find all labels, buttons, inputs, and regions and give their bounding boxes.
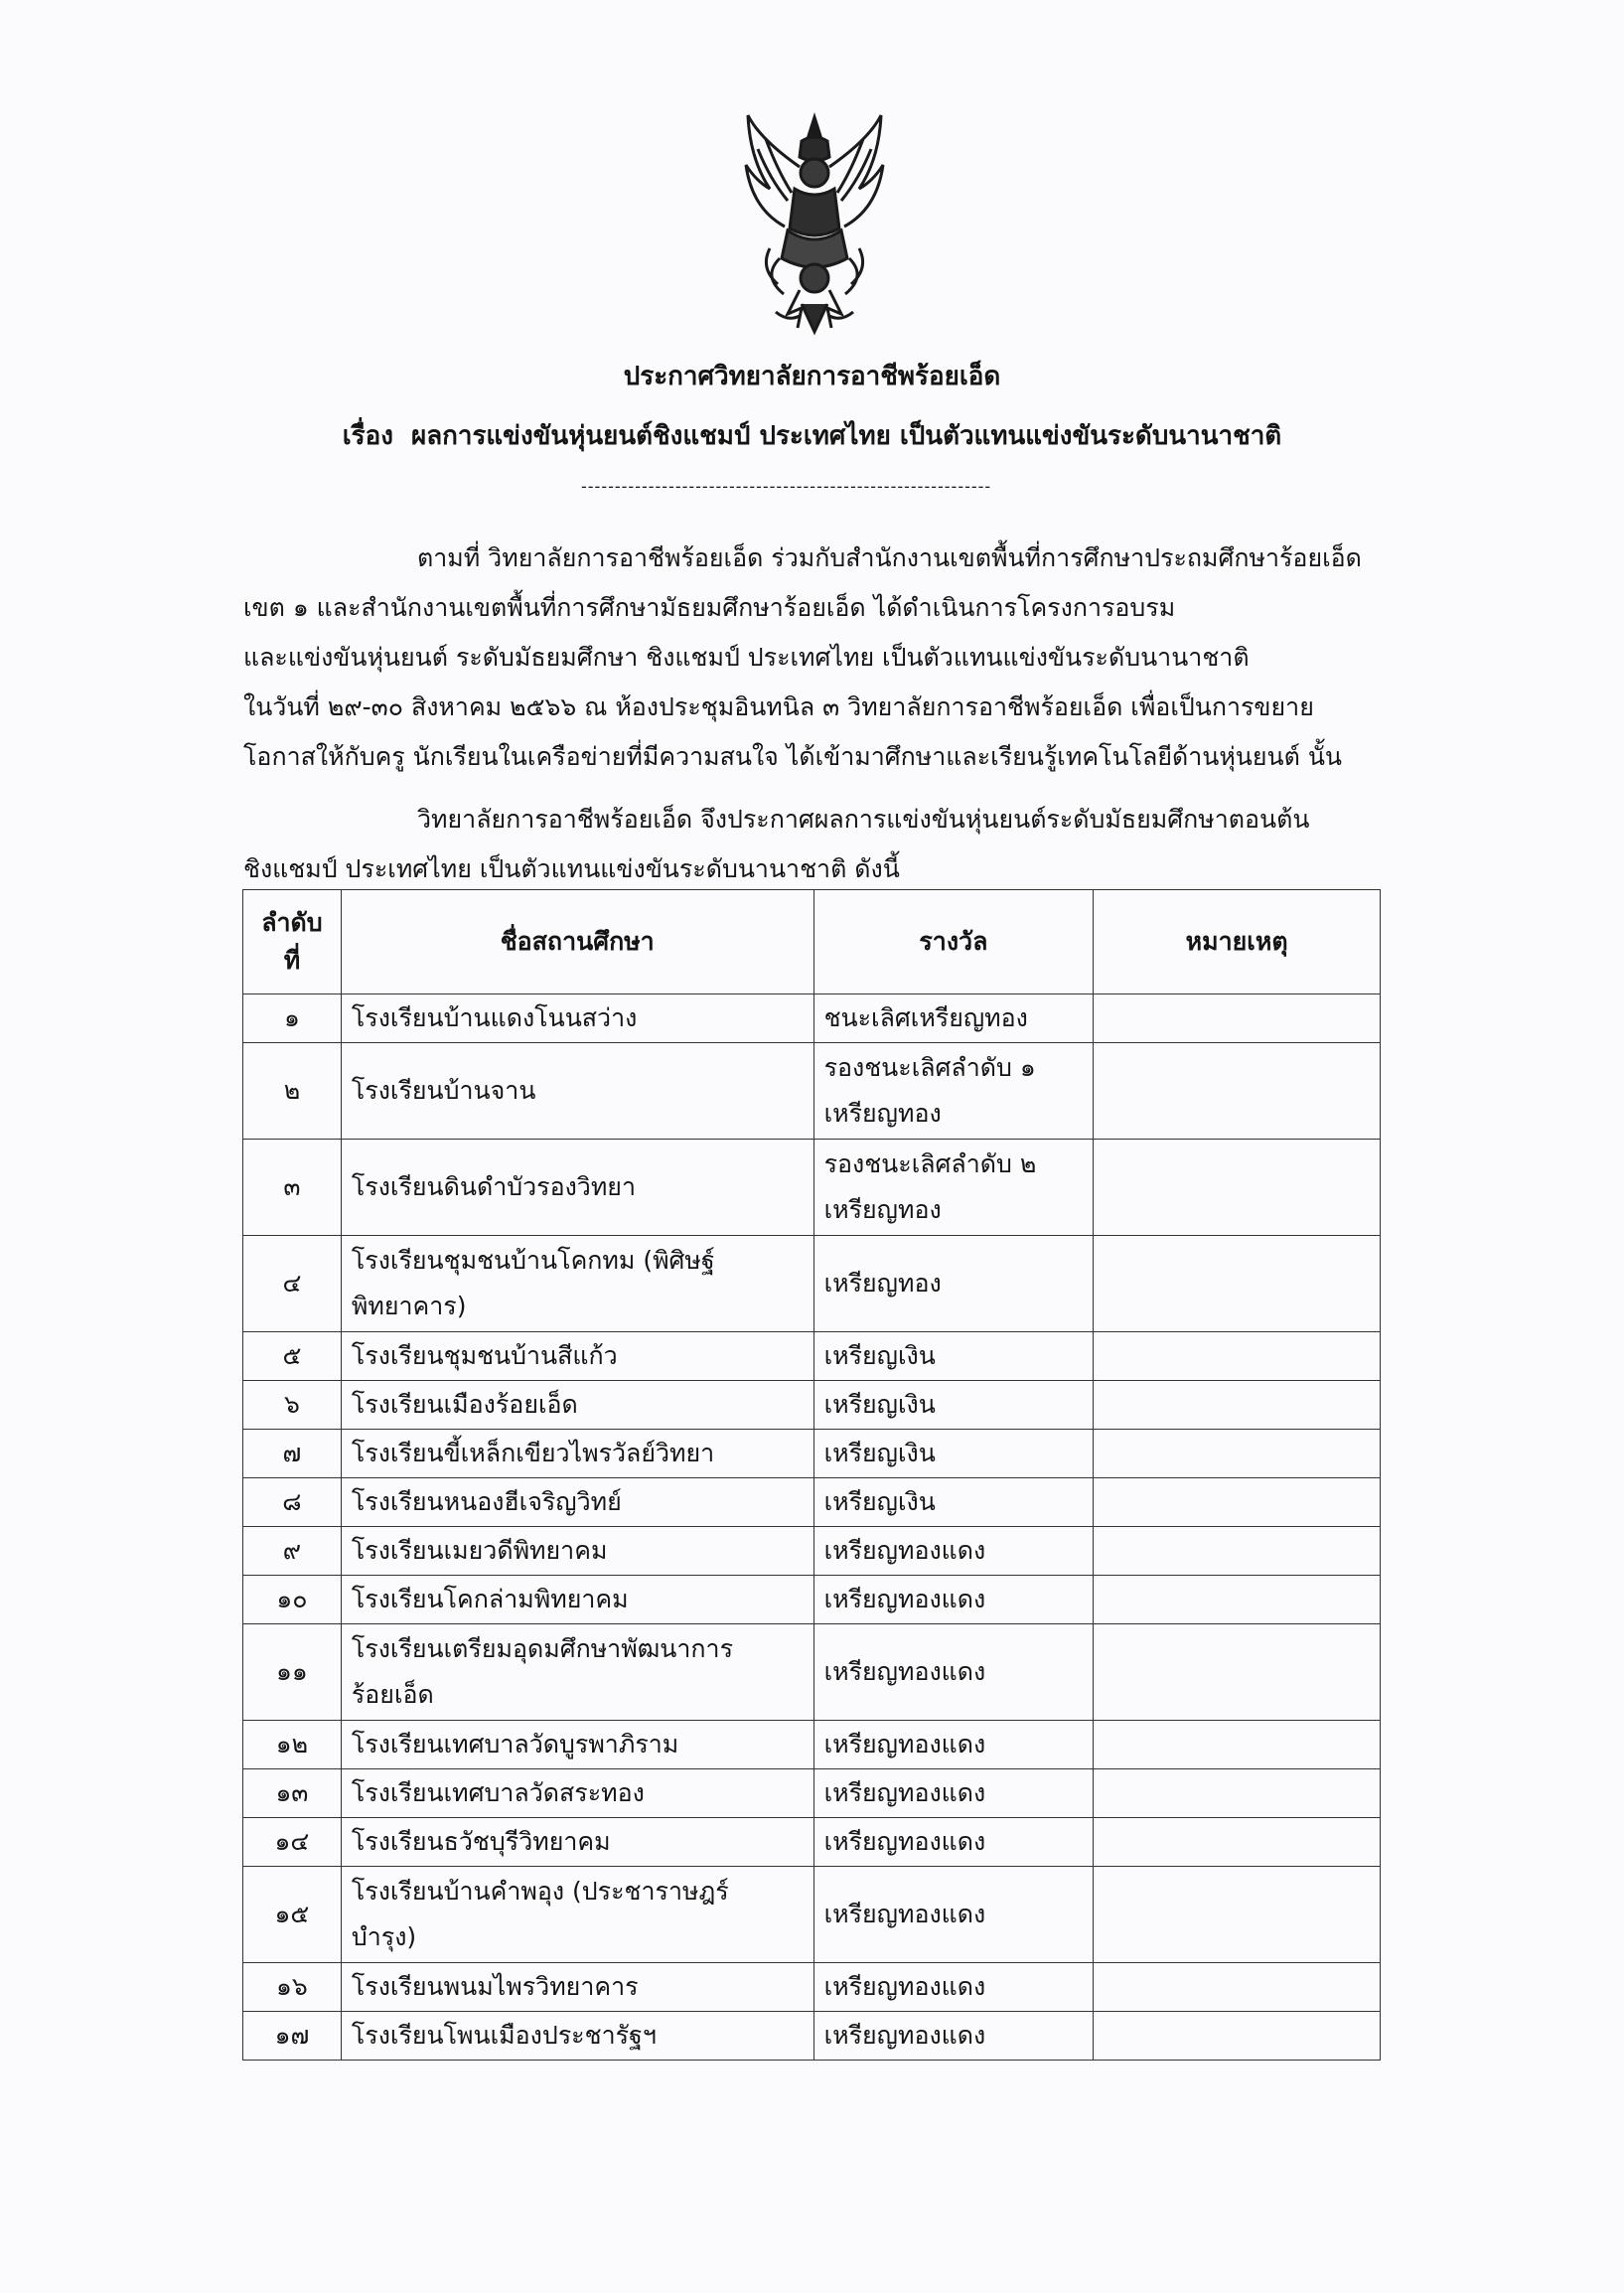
school-name: โรงเรียนโคกล่ามพิทยาคม [341, 1576, 813, 1624]
remark [1094, 1576, 1381, 1624]
paragraph-1 [243, 534, 1470, 782]
award: เหรียญทองแดง [813, 2012, 1094, 2061]
table-row [243, 1140, 1381, 1236]
header-school-name: ชื่อสถานศึกษา [341, 890, 813, 994]
award: เหรียญทอง [813, 1236, 1094, 1332]
remark [1094, 1043, 1381, 1140]
table-row [243, 1381, 1381, 1430]
table-row [243, 1963, 1381, 2012]
remark [1094, 1236, 1381, 1332]
row-number: ๖ [243, 1381, 342, 1430]
table-row [243, 1576, 1381, 1624]
row-number: ๑๒ [243, 1721, 342, 1769]
row-number: ๑๕ [243, 1867, 342, 1963]
row-number: ๑๑ [243, 1624, 342, 1721]
paragraph-1-line: ตามที่ วิทยาลัยการอาชีพร้อยเอ็ด ร่วมกับสำนักงานเขตพื้นที่การศึกษาประถมศึกษาร้อยเอ็ด [417, 543, 1362, 572]
remark [1094, 1963, 1381, 2012]
remark [1094, 2012, 1381, 2061]
school-name: โรงเรียนธวัชบุรีวิทยาคม [341, 1818, 813, 1867]
table-row [243, 1867, 1381, 1963]
announcement-subject [0, 415, 1624, 456]
table-row [243, 1332, 1381, 1381]
paragraph-1-line: โอกาสให้กับครู นักเรียนในเครือข่ายที่มีความสนใจ ได้เข้ามาศึกษาและเรียนรู้เทคโนโลยีด้านหุ่นยนต์ นั้น [243, 742, 1342, 771]
row-number: ๘ [243, 1478, 342, 1527]
award: รองชนะเลิศลำดับ ๑ เหรียญทอง [813, 1043, 1094, 1140]
award: เหรียญทองแดง [813, 1576, 1094, 1624]
award: ชนะเลิศเหรียญทอง [813, 994, 1094, 1043]
school-name: โรงเรียนเทศบาลวัดบูรพาภิราม [341, 1721, 813, 1769]
school-name: โรงเรียนบ้านคำพอุง (ประชาราษฎร์ บำรุง) [341, 1867, 813, 1963]
school-name: โรงเรียนเมยวดีพิทยาคม [341, 1527, 813, 1576]
remark [1094, 1478, 1381, 1527]
remark [1094, 1140, 1381, 1236]
paragraph-2-line: ชิงแชมป์ ประเทศไทย เป็นตัวแทนแข่งขันระดับนานาชาติ ดังนี้ [243, 854, 900, 883]
row-number: ๒ [243, 1043, 342, 1140]
paragraph-2-line: วิทยาลัยการอาชีพร้อยเอ็ด จึงประกาศผลการแข่งขันหุ่นยนต์ระดับมัธยมศึกษาตอนต้น [417, 805, 1310, 834]
announcement-title: ประกาศวิทยาลัยการอาชีพร้อยเอ็ด [623, 362, 1001, 391]
title-divider: ------------------------------------------------------------- [581, 477, 992, 496]
paragraph-1-line: ในวันที่ ๒๙-๓๐ สิงหาคม ๒๕๖๖ ณ ห้องประชุมอินทนิล ๓ วิทยาลัยการอาชีพร้อยเอ็ด เพื่อเป็นการขยาย [243, 692, 1314, 721]
school-name: โรงเรียนโพนเมืองประชารัฐฯ [341, 2012, 813, 2061]
row-number: ๗ [243, 1430, 342, 1478]
paragraph-2 [243, 795, 1470, 894]
subject-text: ผลการแข่งขันหุ่นยนต์ชิงแชมป์ ประเทศไทย เป็นตัวแทนแข่งขันระดับนานาชาติ [410, 421, 1282, 451]
school-name: โรงเรียนหนองฮีเจริญวิทย์ [341, 1478, 813, 1527]
remark [1094, 1381, 1381, 1430]
table-row [243, 1721, 1381, 1769]
paragraph-1-line: และแข่งขันหุ่นยนต์ ระดับมัธยมศึกษา ชิงแชมป์ ประเทศไทย เป็นตัวแทนแข่งขันระดับนานาชาติ [243, 643, 1250, 672]
school-name: โรงเรียนเทศบาลวัดสระทอง [341, 1769, 813, 1818]
garuda-emblem-icon [740, 109, 889, 338]
award: เหรียญทองแดง [813, 1769, 1094, 1818]
table-row [243, 2012, 1381, 2061]
row-number: ๑๗ [243, 2012, 342, 2061]
row-number: ๑๓ [243, 1769, 342, 1818]
award: เหรียญเงิน [813, 1430, 1094, 1478]
row-number: ๓ [243, 1140, 342, 1236]
table-row [243, 1236, 1381, 1332]
school-name: โรงเรียนขี้เหล็กเขียวไพรวัลย์วิทยา [341, 1430, 813, 1478]
school-name: โรงเรียนชุมชนบ้านสีแก้ว [341, 1332, 813, 1381]
award: เหรียญทองแดง [813, 1527, 1094, 1576]
row-number: ๑๔ [243, 1818, 342, 1867]
table-row [243, 994, 1381, 1043]
table-row [243, 1818, 1381, 1867]
row-number: ๑๖ [243, 1963, 342, 2012]
subject-label: เรื่อง [342, 421, 393, 451]
remark [1094, 1769, 1381, 1818]
table-row [243, 1769, 1381, 1818]
table-header-row [243, 890, 1381, 994]
header-number: ลำดับ ที่ [243, 890, 342, 994]
table-row [243, 1624, 1381, 1721]
header-remark: หมายเหตุ [1094, 890, 1381, 994]
award: เหรียญเงิน [813, 1478, 1094, 1527]
row-number: ๔ [243, 1236, 342, 1332]
school-name: โรงเรียนบ้านจาน [341, 1043, 813, 1140]
row-number: ๑๐ [243, 1576, 342, 1624]
remark [1094, 994, 1381, 1043]
table-row [243, 1430, 1381, 1478]
school-name: โรงเรียนบ้านแดงโนนสว่าง [341, 994, 813, 1043]
table-row [243, 1478, 1381, 1527]
header-award: รางวัล [813, 890, 1094, 994]
school-name: โรงเรียนดินดำบัวรองวิทยา [341, 1140, 813, 1236]
row-number: ๙ [243, 1527, 342, 1576]
award: เหรียญทองแดง [813, 1963, 1094, 2012]
school-name: โรงเรียนเตรียมอุดมศึกษาพัฒนาการ ร้อยเอ็ด [341, 1624, 813, 1721]
school-name: โรงเรียนพนมไพรวิทยาคาร [341, 1963, 813, 2012]
award: เหรียญทองแดง [813, 1818, 1094, 1867]
award: เหรียญทองแดง [813, 1624, 1094, 1721]
table-row [243, 1043, 1381, 1140]
table-row [243, 1527, 1381, 1576]
remark [1094, 1430, 1381, 1478]
paragraph-1-line: เขต ๑ และสำนักงานเขตพื้นที่การศึกษามัธยมศึกษาร้อยเอ็ด ได้ดำเนินการโครงการอบรม [243, 593, 1176, 622]
school-name: โรงเรียนเมืองร้อยเอ็ด [341, 1381, 813, 1430]
award: รองชนะเลิศลำดับ ๒ เหรียญทอง [813, 1140, 1094, 1236]
remark [1094, 1721, 1381, 1769]
award: เหรียญทองแดง [813, 1721, 1094, 1769]
school-name: โรงเรียนชุมชนบ้านโคกทม (พิศิษฐ์ พิทยาคาร) [341, 1236, 813, 1332]
remark [1094, 1818, 1381, 1867]
results-table [242, 889, 1381, 2061]
award: เหรียญเงิน [813, 1332, 1094, 1381]
award: เหรียญเงิน [813, 1381, 1094, 1430]
remark [1094, 1527, 1381, 1576]
row-number: ๕ [243, 1332, 342, 1381]
remark [1094, 1867, 1381, 1963]
award: เหรียญทองแดง [813, 1867, 1094, 1963]
remark [1094, 1332, 1381, 1381]
remark [1094, 1624, 1381, 1721]
row-number: ๑ [243, 994, 342, 1043]
